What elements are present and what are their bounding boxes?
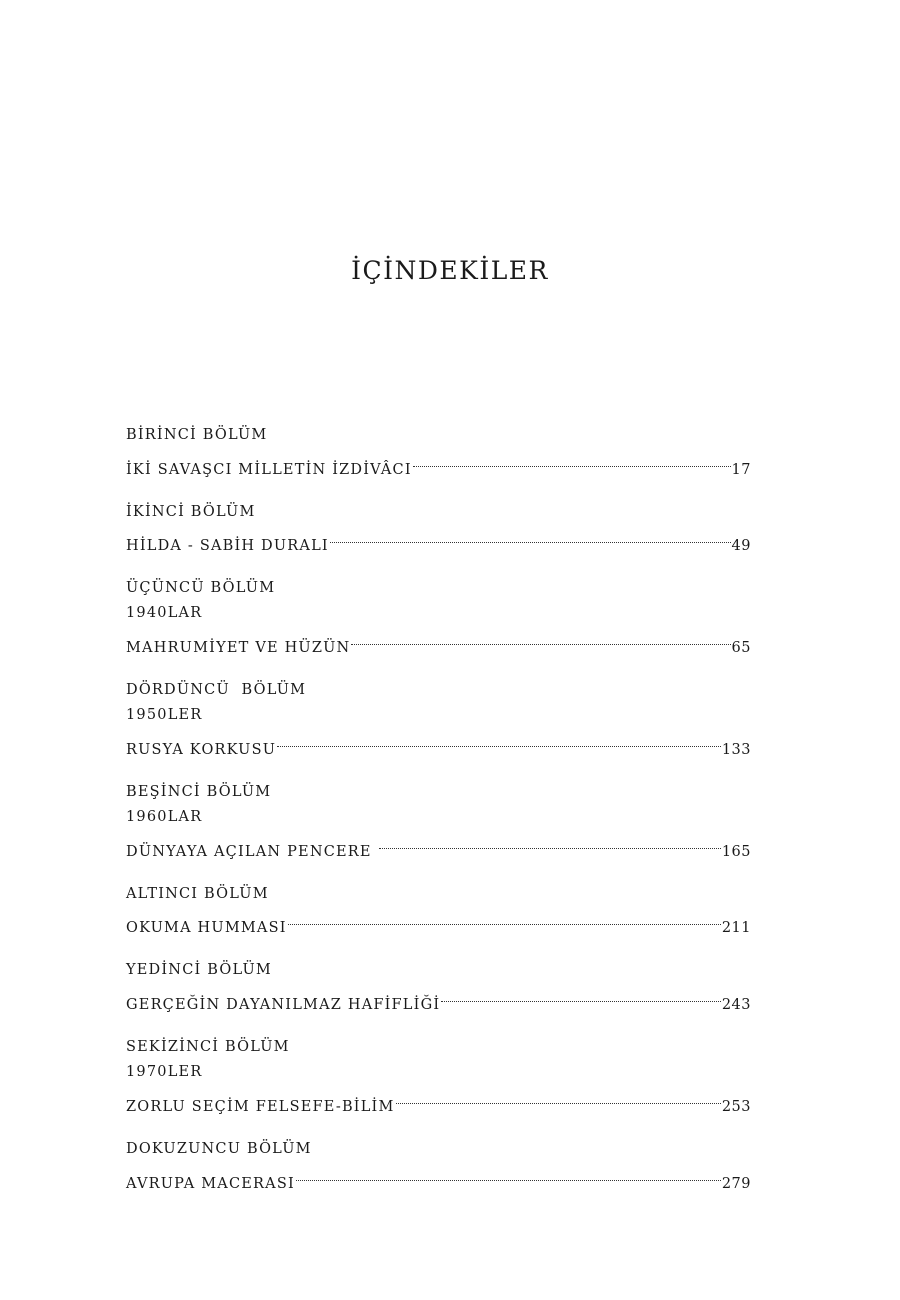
chapter-label: BEŞİNCİ BÖLÜM (126, 783, 272, 800)
page-number: 65 (731, 640, 751, 657)
chapter-label: YEDİNCİ BÖLÜM (126, 962, 272, 979)
dot-leader (379, 831, 721, 856)
page-number: 133 (721, 741, 751, 758)
page-number: 243 (721, 997, 751, 1014)
dot-leader (413, 448, 731, 473)
chapter-label: İKİNCİ BÖLÜM (126, 503, 256, 520)
dot-leader (288, 907, 721, 932)
page-title: İÇİNDEKİLER (351, 256, 549, 285)
chapter-subtitle: 1950LER (126, 707, 203, 724)
page-number: 165 (721, 843, 751, 860)
chapter-label: DOKUZUNCU BÖLÜM (126, 1140, 312, 1157)
chapter-title: HİLDA - SABİH DURALI (126, 538, 329, 555)
chapter-label: SEKİZİNCİ BÖLÜM (126, 1039, 290, 1056)
chapter-title: İKİ SAVAŞCI MİLLETİN İZDİVÂCI (126, 461, 412, 478)
chapter-label: ALTINCI BÖLÜM (126, 885, 269, 902)
chapter-title: GERÇEĞİN DAYANILMAZ HAFİFLİĞİ (126, 997, 441, 1014)
chapter-title: RUSYA KORKUSU (126, 741, 277, 758)
toc-entry[interactable] (126, 729, 751, 758)
chapter-title: DÜNYAYA AÇILAN PENCERE (126, 843, 378, 860)
chapter-subtitle: 1940LAR (126, 605, 203, 622)
toc-entry[interactable] (126, 1086, 751, 1115)
dot-leader (277, 729, 721, 754)
page-number: 49 (731, 538, 751, 555)
toc-chapter-1 (126, 423, 751, 478)
toc-entry[interactable] (126, 525, 751, 555)
toc-chapter-6 (126, 882, 751, 937)
page-number: 211 (721, 920, 751, 937)
chapter-subtitle: 1960LAR (126, 809, 203, 826)
chapter-label: BİRİNCİ BÖLÜM (126, 427, 268, 443)
toc-chapter-7 (126, 958, 751, 1014)
dot-leader (396, 1086, 721, 1111)
toc-chapter-3 (126, 576, 751, 657)
toc-entry[interactable] (126, 1162, 751, 1192)
toc-chapter-8 (126, 1035, 751, 1115)
dot-leader (351, 627, 730, 652)
toc-chapter-4 (126, 678, 751, 758)
dot-leader (330, 525, 731, 550)
chapter-title: ZORLU SEÇİM FELSEFE-BİLİM (126, 1098, 395, 1115)
toc-entry[interactable] (126, 831, 751, 860)
toc-entry[interactable] (126, 627, 751, 657)
toc-entry[interactable] (126, 907, 751, 937)
toc-chapter-2 (126, 500, 751, 555)
table-of-contents (126, 423, 751, 1214)
toc-entry[interactable] (126, 448, 751, 478)
chapter-label: ÜÇÜNCÜ BÖLÜM (126, 580, 276, 597)
toc-entry[interactable] (126, 984, 751, 1014)
page-number: 253 (721, 1098, 751, 1115)
page-number: 279 (721, 1175, 751, 1192)
chapter-label: DÖRDÜNCÜ BÖLÜM (126, 682, 307, 699)
page-number: 17 (731, 461, 751, 478)
chapter-title: OKUMA HUMMASI (126, 920, 287, 937)
dot-leader (296, 1162, 721, 1187)
chapter-title: MAHRUMİYET VE HÜZÜN (126, 640, 351, 657)
chapter-subtitle: 1970LER (126, 1064, 203, 1081)
toc-chapter-5 (126, 780, 751, 860)
toc-chapter-9 (126, 1137, 751, 1192)
chapter-title: AVRUPA MACERASI (126, 1175, 295, 1192)
dot-leader (441, 984, 721, 1009)
